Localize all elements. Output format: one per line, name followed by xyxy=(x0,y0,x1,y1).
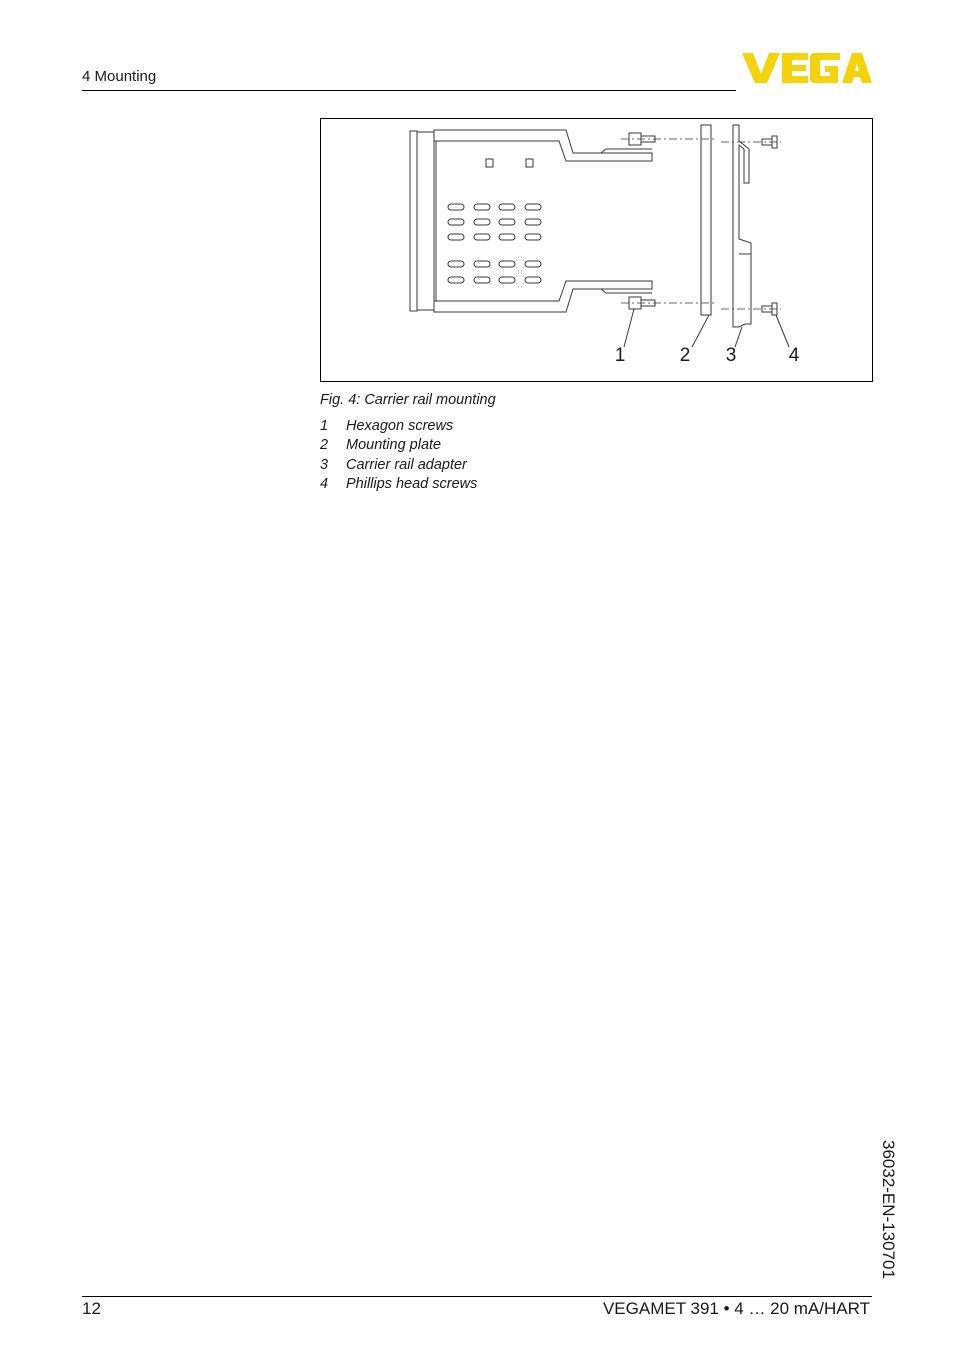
section-title: 4 Mounting xyxy=(82,68,157,85)
housing-top-outline xyxy=(434,130,652,161)
footer-rule xyxy=(82,1296,872,1297)
vent-slots xyxy=(448,204,541,283)
carrier-rail-figure xyxy=(320,118,873,382)
vega-logo xyxy=(742,52,872,84)
figure-caption: Fig. 4: Carrier rail mounting xyxy=(320,392,496,408)
carrier-rail-drawing xyxy=(321,119,874,383)
callout-3: 3 xyxy=(725,345,737,366)
legend-item: 1 Hexagon screws xyxy=(320,418,454,434)
document-code: 36032-EN-130701 xyxy=(879,1140,898,1279)
mounting-plate xyxy=(701,125,711,315)
housing-front-bezel xyxy=(410,131,417,311)
legend-item: 2 Mounting plate xyxy=(320,437,442,454)
callout-2: 2 xyxy=(679,345,691,366)
document-title: VEGAMET 391 • 4 … 20 mA/HART xyxy=(602,1299,870,1318)
carrier-rail-adapter xyxy=(733,125,751,327)
callout-4: 4 xyxy=(788,345,800,366)
figure-legend xyxy=(320,417,477,494)
legend-item: 3 Carrier rail adapter xyxy=(320,456,467,473)
callout-1: 1 xyxy=(614,345,626,366)
housing-bottom-outline xyxy=(434,130,652,312)
legend-item: 4 Phillips head screws xyxy=(320,475,478,492)
header-rule xyxy=(82,90,736,91)
page-number: 12 xyxy=(82,1299,101,1318)
